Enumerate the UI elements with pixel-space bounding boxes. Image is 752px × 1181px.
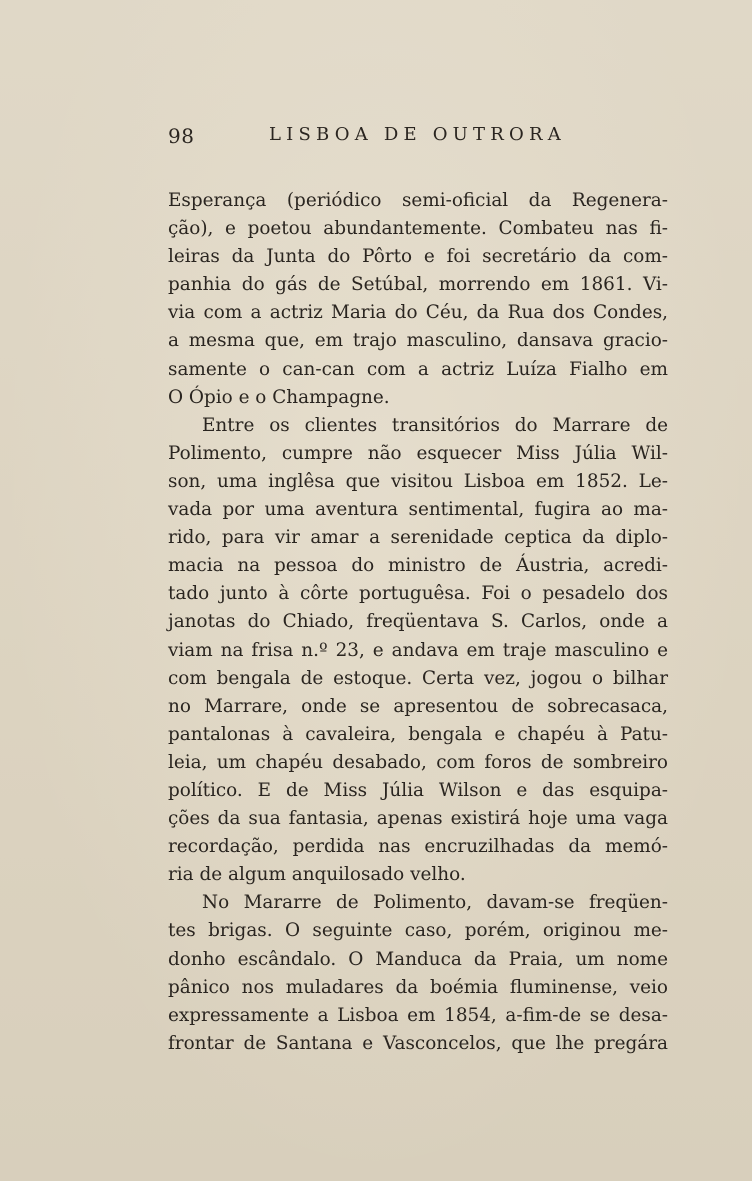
text-line: tes brigas. O seguinte caso, porém, originou me- [168,920,668,942]
text-line: leiras da Junta do Pôrto e foi secretário da com- [168,246,668,268]
text-line: expressamente a Lisboa em 1854, a-fim-de se desa- [168,1004,668,1026]
text-line: son, uma inglêsa que visitou Lisboa em 1852. Le- [168,470,668,492]
text-line: Entre os clientes transitórios do Marrare de [202,414,668,436]
text-line: ria de algum anquilosado velho. [168,864,466,886]
text-line: samente o can-can com a actriz Luíza Fialho em [168,358,668,380]
text-line: O Ópio e o Champagne. [168,386,390,408]
page-number: 98 [168,124,195,148]
text-line: rido, para vir amar a serenidade ceptica da diplo- [168,527,668,549]
text-line: recordação, perdida nas encruzilhadas da memó- [168,836,668,858]
text-line: pantalonas à cavaleira, bengala e chapéu à Patu- [168,723,668,745]
text-line: tado junto à côrte portuguêsa. Foi o pesadelo dos [168,583,668,605]
text-line: político. E de Miss Júlia Wilson e das esquipa- [168,779,668,801]
text-line: pânico nos muladares da boémia fluminense, veio [168,976,668,998]
text-line: Polimento, cumpre não esquecer Miss Júlia Wil- [168,442,668,464]
text-line: leia, um chapéu desabado, com foros de sombreiro [168,751,668,773]
text-line: macia na pessoa do ministro de Áustria, acredi- [168,555,668,577]
text-line: no Marrare, onde se apresentou de sobrecasaca, [168,695,668,717]
body-text [168,187,668,1058]
text-line: panhia do gás de Setúbal, morrendo em 1861. Vi- [168,274,668,296]
text-line: a mesma que, em trajo masculino, dansava gracio- [168,330,668,352]
text-line: frontar de Santana e Vasconcelos, que lhe pregára [168,1032,668,1054]
text-line: ções da sua fantasia, apenas existirá hoje uma vaga [168,808,668,830]
text-line: janotas do Chiado, freqüentava S. Carlos, onde a [168,611,668,633]
text-line: via com a actriz Maria do Céu, da Rua dos Condes, [168,302,668,324]
text-line: ção), e poetou abundantemente. Combateu nas fi- [168,218,668,240]
text-line: donho escândalo. O Manduca da Praia, um nome [168,948,668,970]
text-line: Esperança (periódico semi-oficial da Regenera- [168,190,668,211]
text-line: vada por uma aventura sentimental, fugira ao ma- [168,499,668,521]
text-line: viam na frisa n.º 23, e andava em traje masculino e [168,639,668,661]
page-header [168,124,668,152]
text-line: com bengala de estoque. Certa vez, jogou o bilhar [168,667,668,689]
text-line: No Mararre de Polimento, davam-se freqüen- [202,892,668,914]
running-title: LISBOA DE OUTRORA [269,124,566,145]
